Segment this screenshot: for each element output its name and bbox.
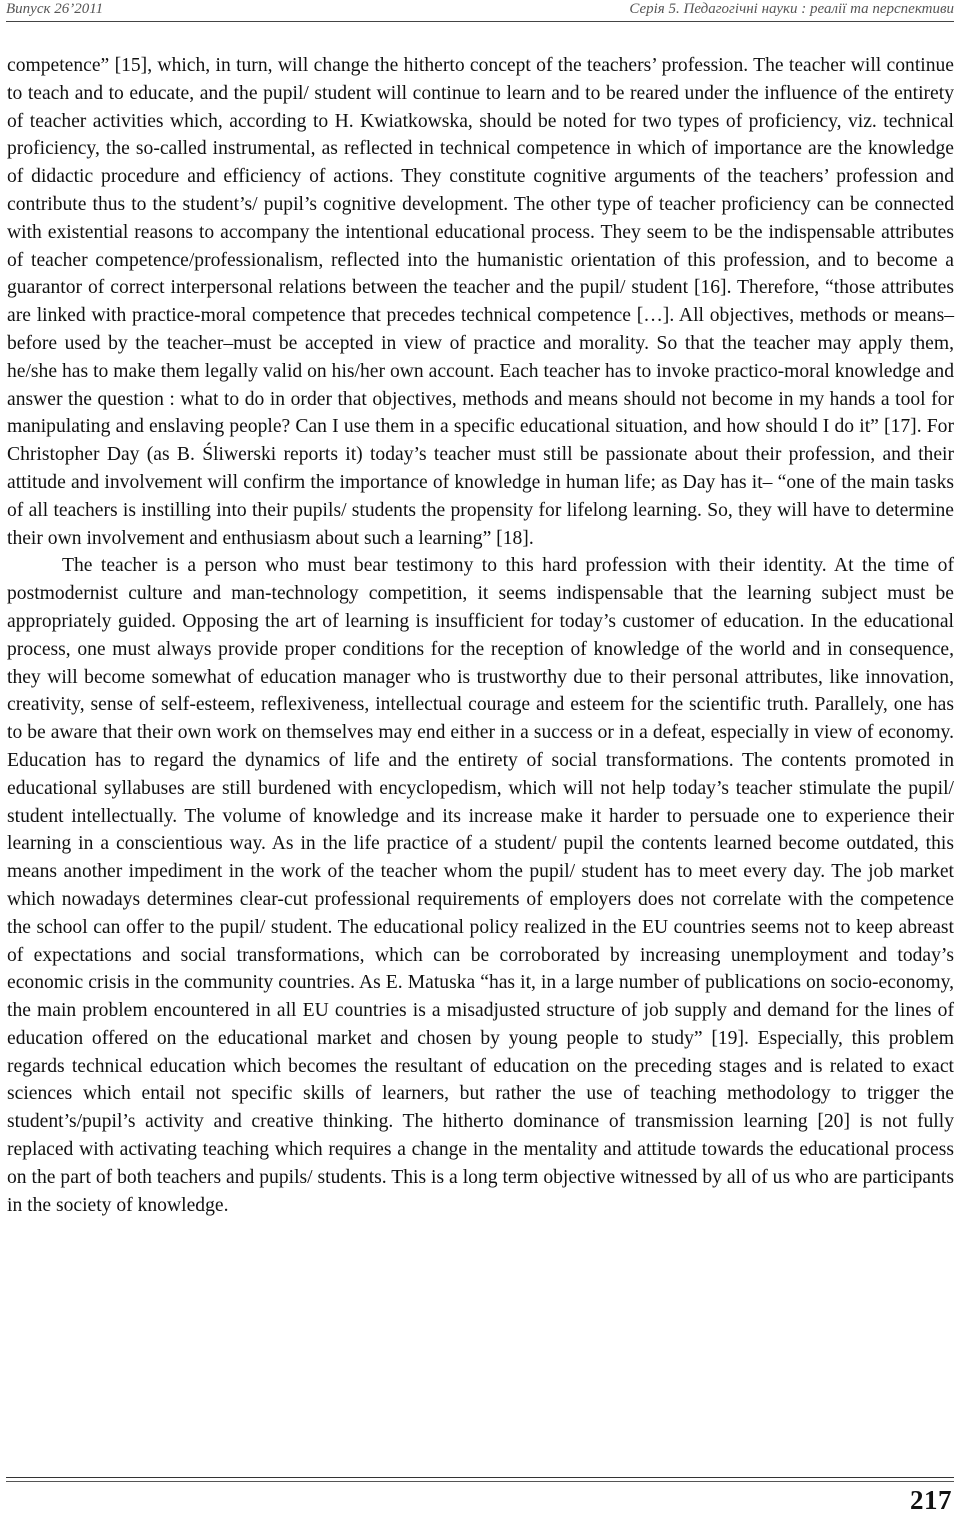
article-body xyxy=(7,52,954,1219)
footer-divider-thin xyxy=(6,1481,954,1482)
series-label: Серія 5. Педагогічні науки : реалії та перспективи xyxy=(629,1,954,17)
page-number: 217 xyxy=(910,1485,952,1515)
header-divider xyxy=(6,21,954,22)
paragraph: The teacher is a person who must bear testimony to this hard profession with their identity. At the time of postmodernist culture and man-technology competition, it seems indispensable that the learning subject must be appropriately guided. Opposing the art of learning is insufficient for today’s customer of education. In the educational process, one must always provide proper conditions for the reception of knowledge of the world and in consequence, they will become somewhat of education manager who is trustworthy due to their personal attributes, like innovation, creativity, sense of self-esteem, reflexiveness, intellectual courage and esteem for the scientific truth. Parallely, one has to be aware that their own work on themselves may end either in a success or in a defeat, especially in view of economy. Education has to regard the dynamics of life and the entirety of social transformations. The contents promoted in educational syllabuses are still burdened with encyclopedism, which will not help today’s teacher stimulate the pupil/ student intellectually. The volume of knowledge and its increase make it harder to persuade one to experience their learning in a conscientious way. As in the life practice of a student/ pupil the contents learned become outdated, this means another impediment in the work of the teacher whom the pupil/ student has to meet every day. The job market which nowadays determines clear-cut professional requirements of employers does not correlate with the competence the school can offer to the pupil/ student. The educational policy realized in the EU countries seems not to keep abreast of expectations and social transformations, which can be corroborated by increasing unemployment and today’s economic crisis in the community countries. As E. Matuska “has it, in a large number of publications on socio-economy, the main problem encountered in all EU countries is a misadjusted structure of job supply and demand for the lines of education offered on the educational market and chosen by young people to study” [19]. Especially, this problem regards technical education which becomes the resultant of education on the preceding stages and is related to exact sciences which entail not specific skills of learners, but rather the use of teaching methodology to trigger the student’s/pupil’s activity and creative thinking. The hitherto dominance of transmission learning [20] is not fully replaced with activating teaching which requires a change in the mentality and attitude towards the educational process on the part of both teachers and pupils/ students. This is a long term objective witnessed by all of us who are participants in the society of knowledge. xyxy=(7,555,954,1216)
paragraph-continued: competence” [15], which, in turn, will change the hitherto concept of the teachers’ profession. The teacher will continue to teach and to educate, and the pupil/ student will continue to learn and to be reared under the influence of the entirety of teacher activities which, according to H. Kwiatkowska, should be noted for two types of proficiency, viz. technical proficiency, the so-called instrumental, as reflected in technical competence in which of importance are the knowledge of didactic procedure and efficiency of actions. They constitute cognitive arguments of the teachers’ profession and contribute thus to the student’s/ pupil’s cognitive development. The other type of teacher proficiency can be connected with existential reasons to accompany the intentional educational process. They seem to be the indispensable attributes of teacher competence/professionalism, reflected into the humanistic orientation of this profession, and to become a guarantor of correct interpersonal relations between the teacher and the pupil/ student [16]. Therefore, “those attributes are linked with practice-moral competence that precedes technical competence […]. All objectives, methods or means–before used by the teacher–must be accepted in view of practice and morality. So that the teacher may apply them, he/she has to make them legally valid on his/her own account. Each teacher has to invoke practico-moral knowledge and answer the question : what to do in order that objectives, methods and means should not become in my hands a tool for manipulating and enslaving people? Can I use them in a specific educational situation, and how should I do it” [17]. For Christopher Day (as B. Śliwerski reports it) today’s teacher must still be passionate about their profession, and their attitude and involvement will confirm the importance of knowledge in human life; as Day has it– “one of the main tasks of all teachers is instilling into their pupils/ students the propensity for lifelong learning. So, they will have to determine their own involvement and enthusiasm about such a learning” [18]. xyxy=(7,55,954,549)
running-header xyxy=(6,0,954,22)
issue-label: Випуск 26’2011 xyxy=(6,1,104,17)
footer-divider xyxy=(6,1477,954,1478)
